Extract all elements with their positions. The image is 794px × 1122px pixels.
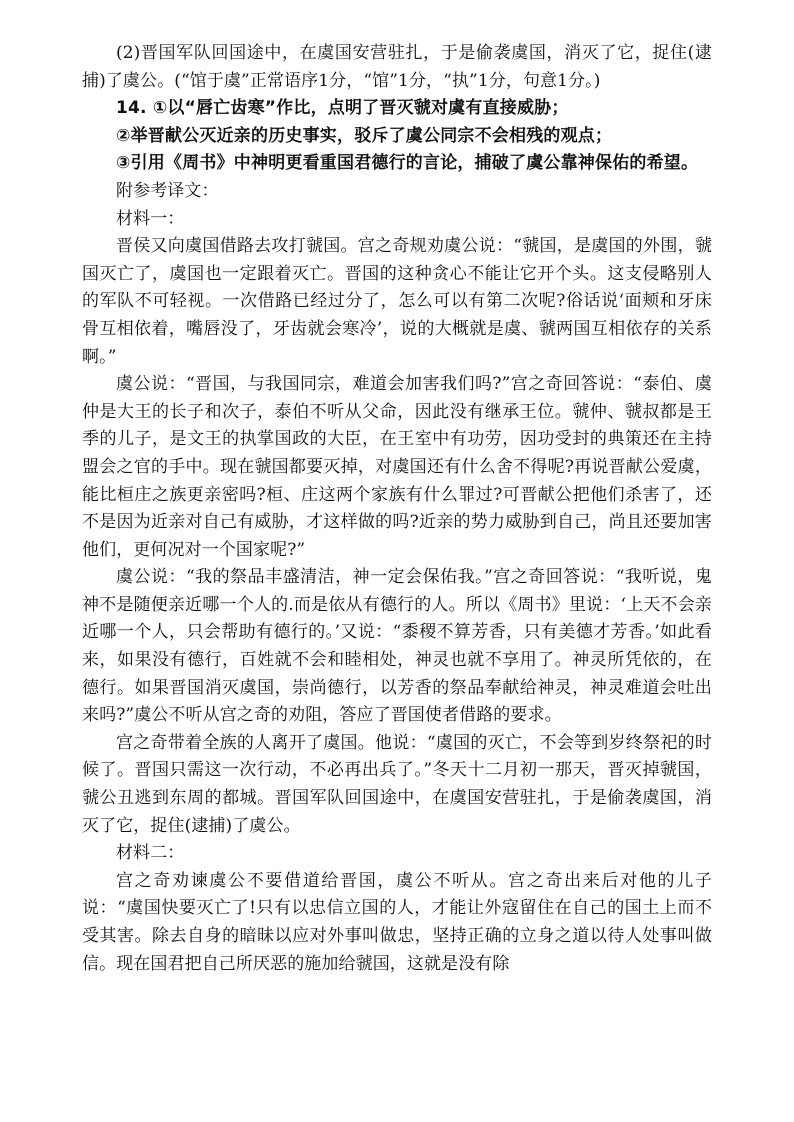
material-1-title: 材料一：: [116, 208, 185, 229]
material-1-paragraph: 宫之奇带着全族的人离开了虞国。他说：“虞国的灭亡，不会等到岁终祭祀的时候了。晋国只需这一次行动，不必再出兵了。”冬天十二月初一那天，晋灭掉虢国，虢公丑逃到东周的都城。晋国军队回国途中，在虞国安营驻扎，于是偷袭虞国，消灭了它，捉住(逮捕)了虞公。: [82, 732, 712, 836]
answer-14-point-2: ②举晋献公灭近亲的历史事实，驳斥了虞公同宗不会相残的观点；: [116, 125, 613, 146]
material-1-paragraph: 虞公说：“我的祭品丰盛清洁，神一定会保佑我。”宫之奇回答说：“我听说，鬼神不是随便亲近哪一个人的.而是依从有德行的人。所以《周书》里说：‘上天不会亲近哪一个人，只会帮助有德行的。’又说：“黍稷不算芳香，只有美德才芳香。’如此看来，如果没有德行，百姓就不会和睦相处，神灵也就不享用了。神灵所凭依的，在德行。如果晋国消灭虞国，崇尚德行，以芳香的祭品奉献给神灵，神灵难道会吐出来吗?”虞公不听从宫之奇的劝阻，答应了晋国使者借路的要求。: [82, 567, 712, 726]
material-2-title: 材料二：: [116, 843, 185, 864]
answer-14-point-3: ③引用《周书》中神明更看重国君德行的言论，捕破了虞公靠神保佑的希望。: [116, 153, 699, 174]
material-1-paragraph: 虞公说：“晋国，与我国同宗，难道会加害我们吗?”宫之奇回答说：“泰伯、虞仲是大王的长子和次子，泰伯不听从父命，因此没有继承王位。虢仲、虢叔都是王季的儿子，是文王的执掌国政的大臣，在王室中有功劳，因功受封的典策还在主持盟会之官的手中。现在虢国都要灭掉，对虞国还有什么舍不得呢?再说晋献公爱虞，能比桓庄之族更亲密吗?桓、庄这两个家族有什么罪过?可晋献公把他们杀害了，还不是因为近亲对自己有威胁，才这样做的吗?近亲的势力威胁到自己，尚且还要加害他们，更何况对一个国家呢?”: [82, 374, 712, 560]
answer-13-part-2: (2)晋国军队回国途中，在虞国安营驻扎，于是偷袭虞国，消灭了它，捉住(逮捕)了虞公。(“馆于虞”正常语序1分，“馆”1分，“执”1分，句意1分。): [82, 43, 712, 91]
answer-14-point-1: 14. ①以“唇亡齿寒”作比，点明了晋灭虢对虞有直接威胁；: [116, 98, 569, 119]
translation-heading: 附参考译文：: [116, 180, 219, 201]
material-2-paragraph: 宫之奇劝谏虞公不要借道给晋国，虞公不听从。宫之奇出来后对他的儿子说：“虞国快要灭亡了!只有以忠信立国的人，才能让外寇留住在自己的国土上而不受其害。除去自身的暗昧以应对外事叫做忠，坚持正确的立身之道以待人处事叫做信。现在国君把自己所厌恶的施加给虢国，这就是没有除: [82, 870, 712, 974]
material-1-paragraph: 晋侯又向虞国借路去攻打虢国。宫之奇规劝虞公说：“虢国，是虞国的外围，虢国灭亡了，虞国也一定跟着灭亡。晋国的这种贪心不能让它开个头。这支侵略别人的军队不可轻视。一次借路已经过分了，怎么可以有第二次呢?俗话说‘面颊和牙床骨互相依着，嘴唇没了，牙齿就会寒冷’，说的大概就是虞、虢两国互相依存的关系啊。”: [82, 236, 712, 367]
